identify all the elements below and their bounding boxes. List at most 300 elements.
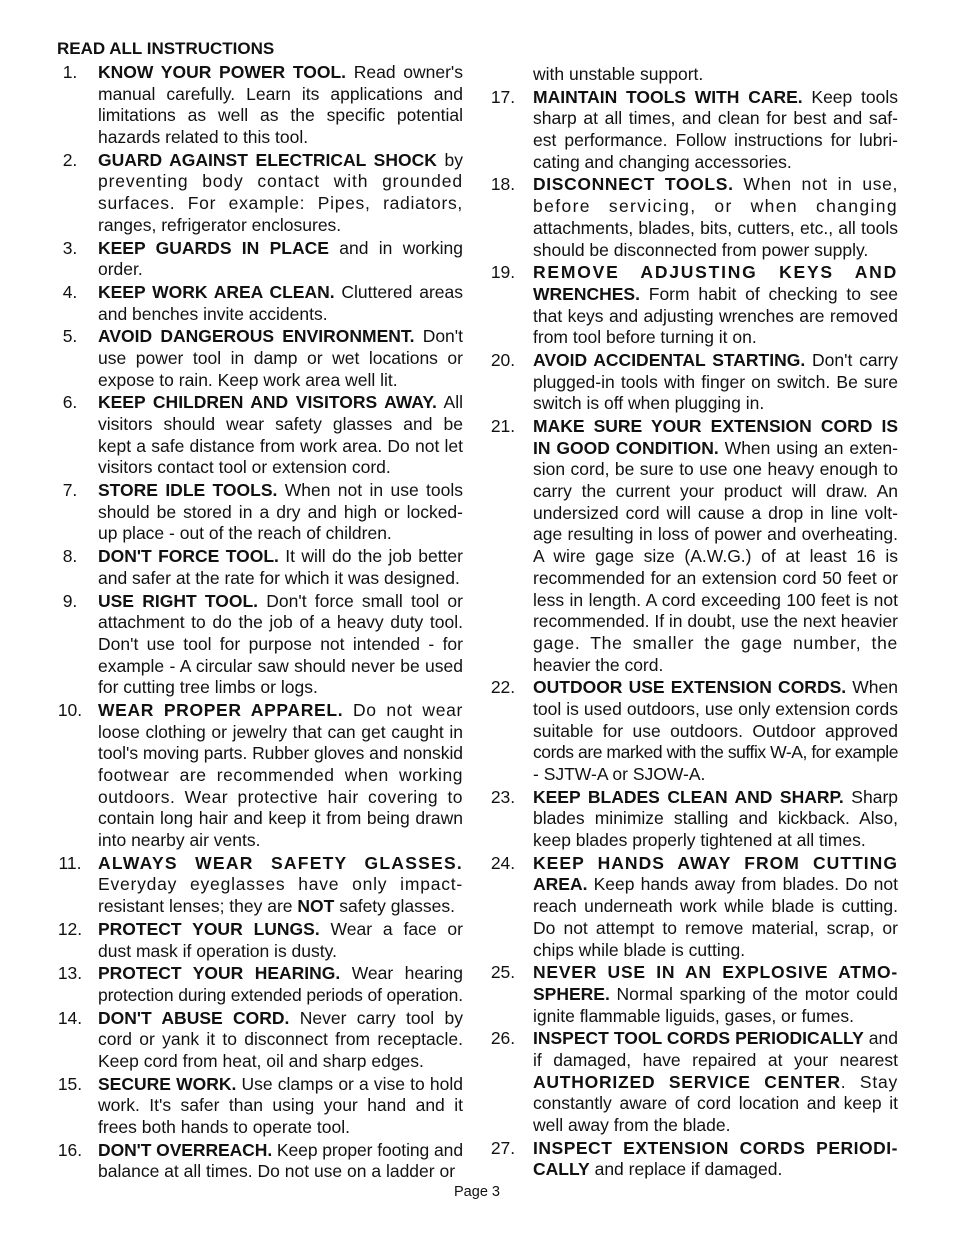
bold-text: NOT <box>297 896 335 917</box>
body-text: . Stay <box>840 1071 898 1092</box>
right-column <box>483 64 898 1182</box>
text-line <box>98 523 463 545</box>
text-line <box>533 327 898 349</box>
text-line <box>533 1050 898 1072</box>
left-column <box>50 62 463 1184</box>
text-line <box>533 896 898 918</box>
bold-text: USE RIGHT TOOL. <box>98 590 259 611</box>
text-line <box>98 1029 463 1051</box>
bold-text: SECURE WORK. <box>98 1073 237 1094</box>
body-text: protection during extended periods of operation. <box>98 984 463 1005</box>
body-text: Wear a face or <box>319 918 463 939</box>
bold-text: DON'T ABUSE CORD. <box>98 1007 290 1028</box>
text-line <box>533 874 898 896</box>
item-number: 2. <box>62 149 78 170</box>
body-text: well away from the blade. <box>533 1115 731 1135</box>
item-text <box>98 1140 463 1183</box>
item-text <box>533 87 898 174</box>
text-line <box>533 764 898 786</box>
body-text: When <box>846 677 899 698</box>
body-text: Normal sparking of the motor could <box>609 983 898 1004</box>
body-text: sion cord, be sure to use one heavy enough to <box>533 459 898 480</box>
body-text: and <box>863 1028 899 1049</box>
body-text: heavier the cord. <box>533 654 664 675</box>
text-line <box>533 918 898 940</box>
body-text: Read owner's <box>346 62 463 82</box>
bold-text: KEEP CHILDREN AND VISITORS AWAY. <box>98 392 437 413</box>
item-text <box>98 238 463 281</box>
item-text <box>98 853 463 918</box>
body-text: chips while blade is cutting. <box>533 939 746 960</box>
text-line <box>533 742 898 764</box>
body-text: visitors contact tool or extension cord. <box>98 457 391 478</box>
text-line <box>98 677 463 699</box>
instruction-item <box>50 546 463 589</box>
body-text: should be disconnected from power supply. <box>533 239 869 260</box>
text-line <box>533 1006 898 1028</box>
text-line <box>98 985 463 1007</box>
body-text: up place - out of the reach of children. <box>98 523 392 544</box>
body-text: Don't <box>414 326 463 347</box>
bold-text: PROTECT YOUR LUNGS. <box>98 918 320 939</box>
text-line <box>533 218 898 240</box>
text-line <box>98 1074 463 1096</box>
item-text <box>533 787 898 852</box>
body-text: cating and changing accessories. <box>533 151 792 172</box>
body-text: from tool before turning it on. <box>533 327 757 348</box>
text-line <box>533 655 898 677</box>
text-line <box>533 372 898 394</box>
body-text: Don't force small tool or <box>258 590 463 611</box>
text-line <box>533 546 898 568</box>
item-number: 17. <box>490 86 516 107</box>
bold-text: DON'T OVERREACH. <box>98 1139 273 1160</box>
body-text: Never carry tool by <box>289 1007 463 1028</box>
bold-text: MAINTAIN TOOLS WITH CARE. <box>533 86 803 107</box>
item-number: 1. <box>62 62 78 82</box>
body-text: reach underneath work while blade is cutting. <box>533 896 898 917</box>
item-text <box>98 963 463 1006</box>
item-text <box>98 591 463 699</box>
instruction-item <box>50 1074 463 1139</box>
text-line <box>533 174 898 196</box>
body-text: balance at all times. Do not use on a ladder or <box>98 1161 456 1182</box>
body-text: age resulting in loss of power and overheating. <box>533 524 898 545</box>
instruction-item <box>483 962 898 1027</box>
bold-text: KEEP BLADES CLEAN AND SHARP. <box>533 786 844 807</box>
text-line <box>533 1072 898 1094</box>
body-text: order. <box>98 259 143 280</box>
text-line <box>98 84 463 106</box>
bold-text: WRENCHES. <box>533 283 640 304</box>
text-line <box>533 611 898 633</box>
text-line <box>533 940 898 962</box>
text-line <box>533 284 898 306</box>
item-number: 27. <box>490 1137 516 1158</box>
text-line <box>98 1117 463 1139</box>
body-text: footwear are recommended when working <box>98 765 463 785</box>
text-line <box>533 416 898 438</box>
body-text: kept a safe distance from work area. Do not let <box>98 435 463 456</box>
text-line <box>98 874 463 896</box>
item-number: 10. <box>57 699 83 720</box>
item-number: 21. <box>490 416 516 436</box>
text-line <box>98 193 463 215</box>
instruction-item <box>50 326 463 391</box>
text-line <box>98 392 463 414</box>
text-line <box>533 306 898 328</box>
body-text: plugged-in tools with finger on switch. Be sure <box>533 371 898 392</box>
item-text <box>533 262 898 349</box>
item-text <box>533 853 898 961</box>
text-line <box>98 62 463 84</box>
body-text: switch is off when plugging in. <box>533 393 765 414</box>
text-line <box>533 524 898 546</box>
text-line <box>98 743 463 765</box>
body-text: preventing body contact with grounded <box>98 171 463 192</box>
item-text <box>533 677 898 785</box>
text-line <box>98 1051 463 1073</box>
instruction-item <box>483 1138 898 1181</box>
instruction-item <box>483 262 898 349</box>
body-text: hazards related to this tool. <box>98 127 309 148</box>
body-text: Use clamps or a vise to hold <box>236 1073 463 1094</box>
body-text: blades minimize stalling and kickback. Also, <box>533 808 898 829</box>
item-number: 3. <box>62 237 78 258</box>
bold-text: GUARD AGAINST ELECTRICAL SHOCK <box>98 149 437 170</box>
item-text <box>98 150 463 237</box>
text-line <box>533 438 898 460</box>
text-line <box>533 699 898 721</box>
instruction-item <box>50 238 463 281</box>
text-line <box>533 962 898 984</box>
item-number: 6. <box>62 392 78 413</box>
item-number: 7. <box>62 480 78 501</box>
bold-text: AVOID DANGEROUS ENVIRONMENT. <box>98 326 415 347</box>
item-text <box>98 392 463 479</box>
bold-text: IN GOOD CONDITION. <box>533 437 719 458</box>
item-number: 16. <box>57 1139 83 1160</box>
text-line <box>98 282 463 304</box>
body-text: frees both hands to operate tool. <box>98 1117 350 1137</box>
text-line <box>533 633 898 655</box>
text-line <box>98 238 463 260</box>
body-text: limitations as well as the specific potential <box>98 105 463 126</box>
text-line <box>98 1140 463 1162</box>
instruction-item <box>483 87 898 174</box>
body-text: less in length. A cord exceeding 100 feet is not <box>533 589 898 610</box>
text-line <box>98 919 463 941</box>
body-text: and safer at the rate for which it was designed. <box>98 567 460 588</box>
body-text: expose to rain. Keep work area well lit. <box>98 369 398 390</box>
item-number: 9. <box>62 590 78 611</box>
body-text: Form habit of checking to see <box>639 283 898 304</box>
body-text: attachments, blades, bits, cutters, etc., all tools <box>533 217 898 238</box>
body-text: All <box>436 392 463 413</box>
text-line <box>98 787 463 809</box>
text-line <box>98 304 463 326</box>
body-text: suitable for use outdoors. Outdoor approved <box>533 720 898 741</box>
text-line <box>98 612 463 634</box>
item-text <box>98 480 463 545</box>
body-text: tool's moving parts. Rubber gloves and nonskid <box>98 743 463 764</box>
bold-text: REMOVE ADJUSTING KEYS AND <box>533 262 898 283</box>
body-text: use power tool in damp or wet locations or <box>98 347 463 368</box>
text-line <box>98 414 463 436</box>
instruction-item <box>50 591 463 699</box>
text-line <box>98 480 463 502</box>
body-text: When using an exten- <box>718 437 898 458</box>
bold-text: AUTHORIZED SERVICE CENTER <box>533 1071 841 1092</box>
body-text: safety glasses. <box>334 896 455 917</box>
body-text: - SJTW-A or SJOW-A. <box>533 764 706 784</box>
continued-text: with unstable support. <box>533 64 704 84</box>
body-text: manual carefully. Learn its applications and <box>98 83 463 104</box>
text-line <box>533 590 898 612</box>
item-text <box>98 1008 463 1073</box>
text-line <box>533 130 898 152</box>
body-text: ignite flammable liguids, gases, or fumes. <box>533 1005 854 1026</box>
bold-text: DISCONNECT TOOLS. <box>533 174 734 195</box>
text-line <box>533 1159 898 1181</box>
body-text: and benches invite accidents. <box>98 303 328 324</box>
text-line <box>533 721 898 743</box>
text-line <box>98 502 463 524</box>
body-text: Do not wear <box>343 699 463 720</box>
body-text: Don't carry <box>805 349 898 370</box>
body-text: Keep cord from heat, oil and sharp edges. <box>98 1050 424 1071</box>
instruction-item <box>50 963 463 1006</box>
body-text: Keep tools <box>802 86 898 107</box>
instruction-item <box>50 392 463 479</box>
text-line <box>533 568 898 590</box>
text-line <box>98 568 463 590</box>
bold-text: NEVER USE IN AN EXPLOSIVE ATMO- <box>533 962 898 983</box>
item-text <box>533 350 898 415</box>
text-line <box>98 436 463 458</box>
instruction-item <box>483 174 898 261</box>
item-number: 4. <box>62 281 78 302</box>
text-line <box>98 853 463 875</box>
text-line <box>98 259 463 281</box>
text-line <box>98 591 463 613</box>
body-text: When not in use, <box>733 174 898 195</box>
instruction-item <box>50 1140 463 1183</box>
item-number: 11. <box>58 852 82 873</box>
instruction-item <box>50 853 463 918</box>
text-line <box>533 196 898 218</box>
body-text: tool is used outdoors, use only extension cords <box>533 698 898 719</box>
body-text: and in working <box>328 237 463 258</box>
text-line <box>98 546 463 568</box>
text-line <box>98 830 463 852</box>
instruction-item <box>50 700 463 852</box>
text-line <box>533 87 898 109</box>
bold-text: KNOW YOUR POWER TOOL. <box>98 62 347 82</box>
page-number: Page 3 <box>454 1184 500 1200</box>
text-line <box>98 722 463 744</box>
item-number: 15. <box>57 1073 83 1094</box>
item-number: 26. <box>490 1028 516 1049</box>
bold-text: AREA. <box>533 874 588 895</box>
text-line <box>98 634 463 656</box>
instruction-item <box>50 919 463 962</box>
bold-text: KEEP HANDS AWAY FROM CUTTING <box>533 852 898 873</box>
instruction-item <box>50 150 463 237</box>
body-text: When not in use tools <box>277 480 463 501</box>
body-text: example - A circular saw should never be used <box>98 655 463 676</box>
body-text: Don't use tool for purpose not intended - for <box>98 633 463 654</box>
text-line <box>533 152 898 174</box>
text-line <box>533 240 898 262</box>
item-text <box>98 919 463 962</box>
text-line <box>533 1138 898 1160</box>
text-line <box>98 1008 463 1030</box>
instruction-item <box>483 787 898 852</box>
body-text: gage. The smaller the gage number, the <box>533 632 898 653</box>
body-text: work. It's safer than using your hand and it <box>98 1095 463 1116</box>
bold-text: SPHERE. <box>533 983 610 1004</box>
text-line <box>98 700 463 722</box>
text-line <box>533 787 898 809</box>
body-text: if damaged, have repaired at your nearest <box>533 1049 898 1070</box>
body-text: ranges, refrigerator enclosures. <box>98 214 342 235</box>
instruction-item <box>50 62 463 149</box>
body-text: by <box>436 149 463 170</box>
text-line <box>98 215 463 237</box>
text-line <box>533 853 898 875</box>
instruction-item <box>483 677 898 785</box>
item-number: 14. <box>57 1007 83 1028</box>
body-text: est performance. Follow instructions for lubri- <box>533 130 898 151</box>
body-text: Keep proper footing and <box>272 1139 463 1160</box>
body-text: Cluttered areas <box>334 281 463 302</box>
item-text <box>533 1138 898 1181</box>
body-text: that keys and adjusting wrenches are removed <box>533 305 898 326</box>
text-line <box>98 941 463 963</box>
body-text: loose clothing or jewelry that can get caught in <box>98 721 463 742</box>
item-number: 13. <box>57 963 83 984</box>
text-line <box>533 503 898 525</box>
item-text <box>98 326 463 391</box>
body-text: attachment to do the job of a heavy duty tool. <box>98 612 463 633</box>
item-number: 18. <box>490 174 516 195</box>
bold-text: DON'T FORCE TOOL. <box>98 546 279 567</box>
body-text: cord or yank it to disconnect from receptacle. <box>98 1029 463 1050</box>
continued-text-line <box>533 64 898 86</box>
text-line <box>533 1093 898 1115</box>
bold-text: INSPECT TOOL CORDS PERIODICALLY <box>533 1028 864 1049</box>
text-line <box>533 830 898 852</box>
item-number: 19. <box>490 262 516 283</box>
section-heading: READ ALL INSTRUCTIONS <box>57 39 275 58</box>
text-line <box>98 765 463 787</box>
body-text: carry the current your product will draw. An <box>533 481 898 502</box>
text-line <box>533 1115 898 1137</box>
item-number: 23. <box>490 786 516 807</box>
text-line <box>98 150 463 172</box>
bold-text: PROTECT YOUR HEARING. <box>98 963 341 984</box>
body-text: dust mask if operation is dusty. <box>98 940 337 961</box>
text-line <box>533 677 898 699</box>
text-line <box>98 457 463 479</box>
text-line <box>98 105 463 127</box>
bold-text: INSPECT EXTENSION CORDS PERIODI- <box>533 1137 898 1158</box>
text-line <box>98 656 463 678</box>
body-text: for cutting tree limbs or logs. <box>98 677 318 698</box>
bold-text: MAKE SURE YOUR EXTENSION CORD IS <box>533 416 898 436</box>
text-line <box>98 326 463 348</box>
item-number: 5. <box>62 326 78 347</box>
body-text: undersized cord will cause a drop in line volt- <box>533 502 898 523</box>
bold-text: KEEP GUARDS IN PLACE <box>98 237 329 258</box>
text-line <box>98 127 463 149</box>
body-text: constantly aware of cord location and keep it <box>533 1093 898 1114</box>
bold-text: STORE IDLE TOOLS. <box>98 480 278 501</box>
body-text: sharp at all times, and clean for best and saf- <box>533 108 898 129</box>
item-number: 22. <box>490 677 516 698</box>
bold-text: KEEP WORK AREA CLEAN. <box>98 281 335 302</box>
bold-text: AVOID ACCIDENTAL STARTING. <box>533 349 806 370</box>
body-text: resistant lenses; they are <box>98 896 298 917</box>
body-text: Sharp <box>843 786 899 807</box>
body-text: Wear hearing <box>340 963 463 984</box>
body-text: Keep hands away from blades. Do not <box>587 874 898 895</box>
instruction-item <box>50 1008 463 1073</box>
instruction-item <box>50 282 463 325</box>
body-text: surfaces. For example: Pipes, radiators, <box>98 193 463 214</box>
body-text: cords are marked with the suffix W-A, for example <box>533 742 898 763</box>
text-line <box>98 370 463 392</box>
item-text <box>98 700 463 852</box>
body-text: keep blades properly tightened at all times. <box>533 830 866 851</box>
body-text: and replace if damaged. <box>589 1159 783 1180</box>
body-text: recommended. If in doubt, use the next heavier <box>533 611 898 632</box>
text-line <box>533 393 898 415</box>
text-line <box>98 1161 463 1183</box>
text-line <box>98 896 463 918</box>
text-line <box>98 171 463 193</box>
body-text: visitors should wear safety glasses and be <box>98 414 463 434</box>
body-text: recommended for an extension cord 50 feet or <box>533 567 898 588</box>
instruction-item <box>50 480 463 545</box>
instruction-item <box>483 416 898 676</box>
bold-text: OUTDOOR USE EXTENSION CORDS. <box>533 677 847 698</box>
item-number: 8. <box>62 546 78 567</box>
body-text: should be stored in a dry and high or locked- <box>98 501 463 522</box>
text-line <box>98 963 463 985</box>
body-text: A wire gage size (A.W.G.) of at least 16 is <box>533 546 898 567</box>
body-text: before servicing, or when changing <box>533 196 898 217</box>
text-line <box>533 481 898 503</box>
body-text: It will do the job better <box>278 546 463 567</box>
text-line <box>533 984 898 1006</box>
body-text: outdoors. Wear protective hair covering to <box>98 786 463 807</box>
item-text <box>533 174 898 261</box>
bold-text: CALLY <box>533 1159 590 1180</box>
text-line <box>533 1028 898 1050</box>
body-text: Do not attempt to remove material, scrap, or <box>533 917 898 938</box>
text-line <box>533 808 898 830</box>
item-number: 25. <box>490 962 516 983</box>
body-text: contain long hair and keep it from being drawn <box>98 808 463 829</box>
instruction-item <box>483 853 898 961</box>
item-text <box>98 546 463 589</box>
text-line <box>533 108 898 130</box>
body-text: into nearby air vents. <box>98 830 261 851</box>
item-text <box>533 416 898 676</box>
body-text: Everyday eyeglasses have only impact- <box>98 874 463 895</box>
